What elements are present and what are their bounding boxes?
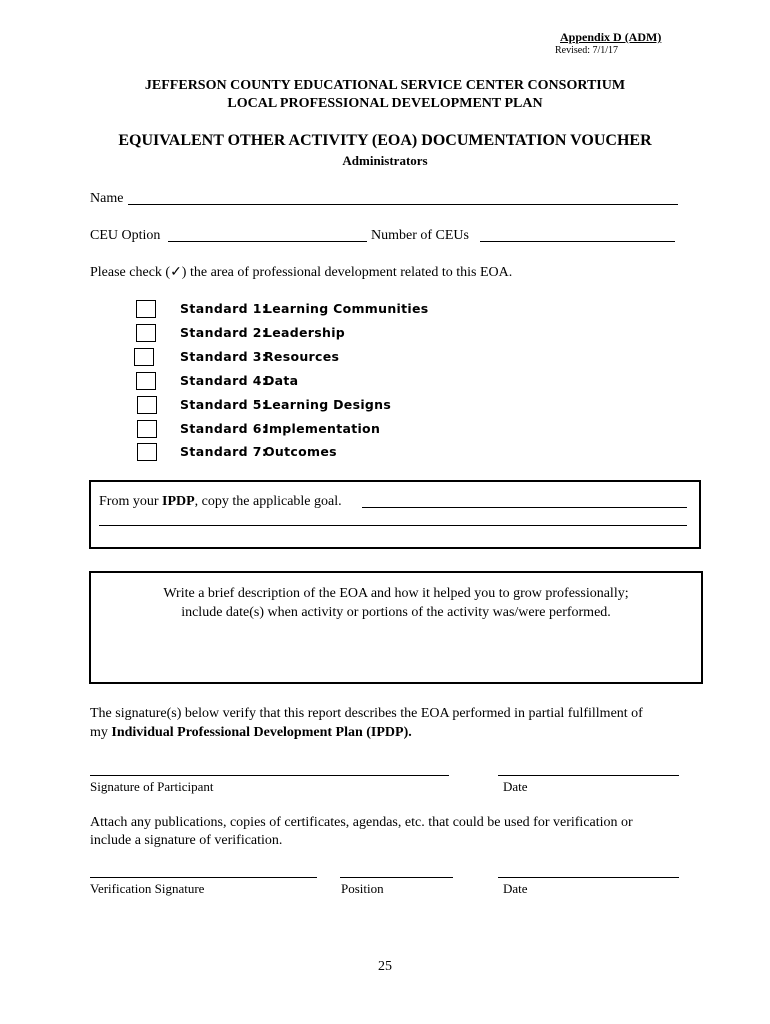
page-number: 25 [378,959,392,974]
standard-3-checkbox[interactable] [134,348,154,366]
standard-5-checkbox[interactable] [137,396,157,414]
standard-6-checkbox[interactable] [137,420,157,438]
standard-name: Learning Communities [264,301,429,316]
description-prompt-line-2: include date(s) when activity or portions of the activity was/were performed. [181,605,611,620]
standard-number: Standard 2: [180,325,268,340]
standard-name: Leadership [264,325,346,340]
standard-name: Implementation [264,421,381,436]
verification-statement-line-1: The signature(s) below verify that this report describes the EOA performed in partial fulfillment of [90,706,643,721]
standard-number: Standard 3: [180,349,268,364]
participant-date-field[interactable] [498,775,679,776]
audience-subtitle: Administrators [342,153,428,168]
verification-signature-field[interactable] [90,877,317,878]
name-label: Name [90,191,124,206]
standard-name: Resources [264,349,340,364]
standard-name: Outcomes [264,444,337,459]
appendix-label: Appendix D (ADM) [560,30,662,44]
standard-2-checkbox[interactable] [136,324,156,342]
plan-name: LOCAL PROFESSIONAL DEVELOPMENT PLAN [227,96,543,111]
standard-row [136,300,456,320]
standard-row [136,324,456,344]
ceu-option-label: CEU Option [90,228,161,243]
verification-date-label: Date [503,881,528,896]
ipdp-goal-field-line-1[interactable] [362,507,687,508]
position-field[interactable] [340,877,453,878]
verification-statement-line-2 [90,725,412,741]
verification-signature-label: Verification Signature [90,881,205,896]
standard-number: Standard 5: [180,397,268,412]
check-instruction: Please check (✓) the area of professional development related to this EOA. [90,265,513,280]
verification-ipdp-name: Individual Professional Development Plan (IPDP). [111,725,412,740]
standard-4-checkbox[interactable] [136,372,156,390]
position-label: Position [341,881,384,896]
standard-number: Standard 6: [180,421,268,436]
standard-row [137,420,457,440]
participant-date-label: Date [503,779,528,794]
standard-name: Learning Designs [264,397,392,412]
name-field[interactable] [128,204,678,205]
goal-prompt-ipdp: IPDP [162,494,195,509]
participant-signature-label: Signature of Participant [90,779,214,794]
num-ceus-label: Number of CEUs [371,228,469,243]
standard-row [134,348,454,368]
attach-instructions-line-1: Attach any publications, copies of certificates, agendas, etc. that could be used for verification or [90,815,633,830]
ceu-option-field[interactable] [168,241,367,242]
standard-1-checkbox[interactable] [136,300,156,318]
page-title: EQUIVALENT OTHER ACTIVITY (EOA) DOCUMENTATION VOUCHER [118,132,652,149]
standard-row [137,443,457,463]
ipdp-goal-box [89,480,701,549]
verification-date-field[interactable] [498,877,679,878]
standard-number: Standard 7: [180,444,268,459]
goal-prompt-suffix: , copy the applicable goal. [194,494,342,509]
standard-number: Standard 4: [180,373,268,388]
standard-number: Standard 1: [180,301,268,316]
participant-signature-field[interactable] [90,775,449,776]
revised-date: Revised: 7/1/17 [555,45,619,56]
standard-row [137,396,457,416]
goal-prompt-prefix: From your [99,494,162,509]
ipdp-goal-prompt [99,494,342,510]
ipdp-goal-field-line-2[interactable] [99,525,687,526]
eoa-description-box[interactable] [89,571,703,684]
standard-row [136,372,456,392]
description-prompt-line-1: Write a brief description of the EOA and how it helped you to grow professionally; [163,586,629,601]
standard-name: Data [264,373,299,388]
num-ceus-field[interactable] [480,241,675,242]
standard-7-checkbox[interactable] [137,443,157,461]
verification-prefix: my [90,725,112,740]
org-name: JEFFERSON COUNTY EDUCATIONAL SERVICE CENTER CONSORTIUM [144,78,626,93]
attach-instructions-line-2: include a signature of verification. [90,833,283,848]
